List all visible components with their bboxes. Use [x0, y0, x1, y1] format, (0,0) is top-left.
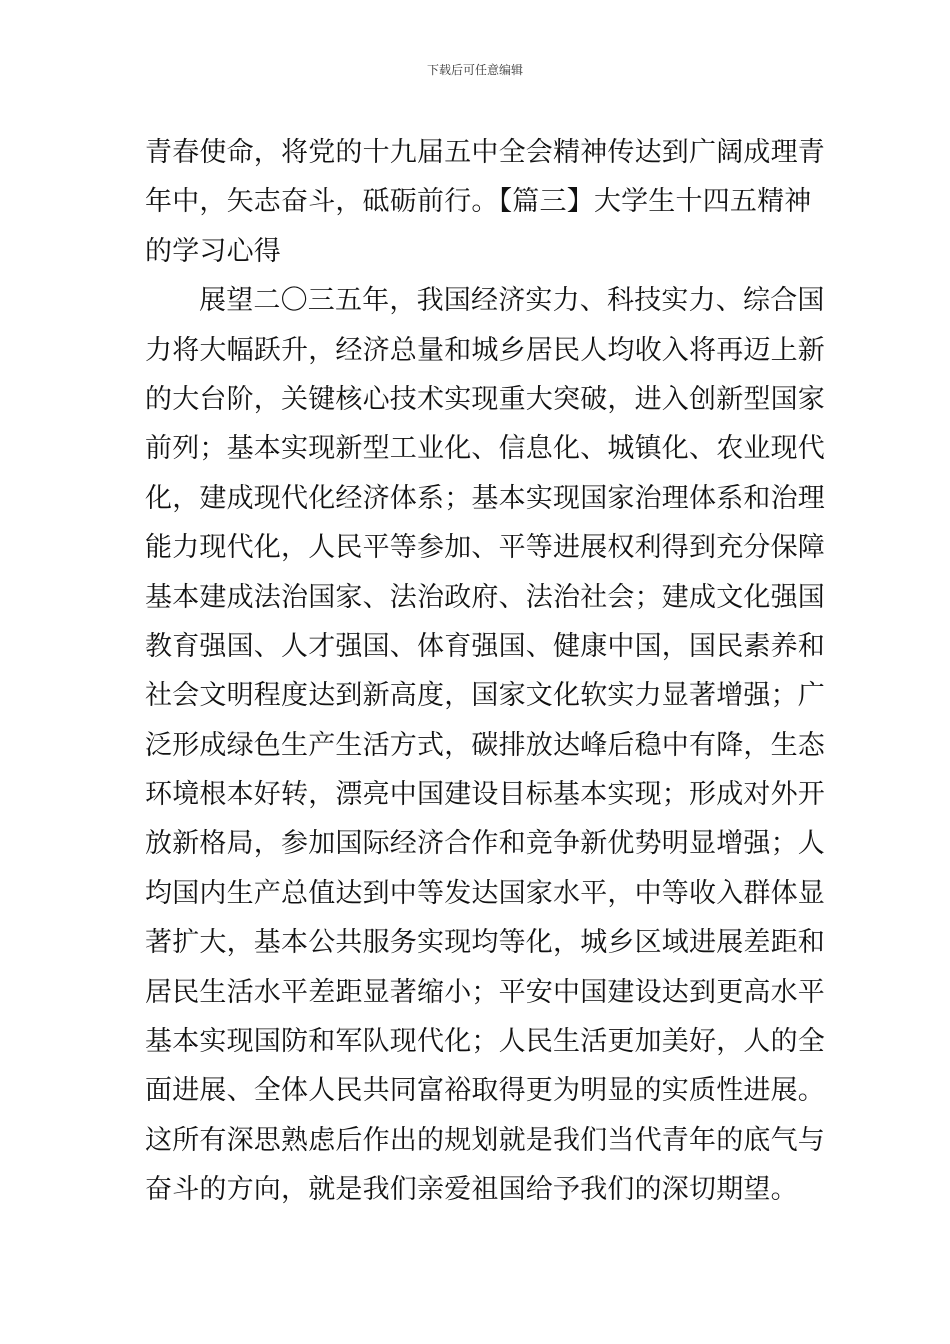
- paragraph-first-line: 展望二〇三五年，我国经济实力、科技实力、综合国: [199, 285, 825, 317]
- text-line: 泛形成绿色生产生活方式，碳排放达峰后稳中有降，生态: [145, 729, 825, 761]
- text-line: 居民生活水平差距显著缩小；平安中国建设达到更高水平: [145, 976, 825, 1008]
- text-line: 著扩大，基本公共服务实现均等化，城乡区域进展差距和: [145, 927, 825, 959]
- text-line: 教育强国、人才强国、体育强国、健康中国，国民素养和: [145, 630, 825, 662]
- text-line: 环境根本好转，漂亮中国建设目标基本实现；形成对外开: [145, 779, 825, 811]
- text-line: 基本实现国防和军队现代化；人民生活更加美好，人的全: [145, 1026, 825, 1058]
- text-line: 的大台阶，关键核心技术实现重大突破，进入创新型国家: [145, 383, 825, 415]
- document-body: [145, 128, 825, 1215]
- text-line: 能力现代化，人民平等参加、平等进展权利得到充分保障: [145, 532, 825, 564]
- text-line: 基本建成法治国家、法治政府、法治社会；建成文化强国: [145, 581, 825, 613]
- text-line: 社会文明程度达到新高度，国家文化软实力显著增强；广: [145, 680, 825, 712]
- text-line: 的学习心得: [145, 235, 281, 267]
- text-line: 青春使命，将党的十九届五中全会精神传达到广阔成理青: [145, 137, 825, 168]
- text-line: 面进展、全体人民共同富裕取得更为明显的实质性进展。: [145, 1075, 825, 1107]
- page-header: 下载后可任意编辑: [426, 63, 523, 77]
- text-line: 力将大幅跃升，经济总量和城乡居民人均收入将再迈上新: [145, 334, 825, 366]
- text-line: 放新格局，参加国际经济合作和竞争新优势明显增强；人: [145, 828, 825, 860]
- text-line: 这所有深思熟虑后作出的规划就是我们当代青年的底气与: [145, 1124, 825, 1156]
- text-line: 均国内生产总值达到中等发达国家水平，中等收入群体显: [145, 877, 825, 909]
- text-line: 奋斗的方向，就是我们亲爱祖国给予我们的深切期望。: [145, 1174, 798, 1206]
- text-line: 年中，矢志奋斗，砥砺前行。【篇三】大学生十四五精神: [145, 186, 812, 218]
- text-line: 前列；基本实现新型工业化、信息化、城镇化、农业现代: [145, 433, 825, 465]
- text-line: 化，建成现代化经济体系；基本实现国家治理体系和治理: [145, 482, 825, 514]
